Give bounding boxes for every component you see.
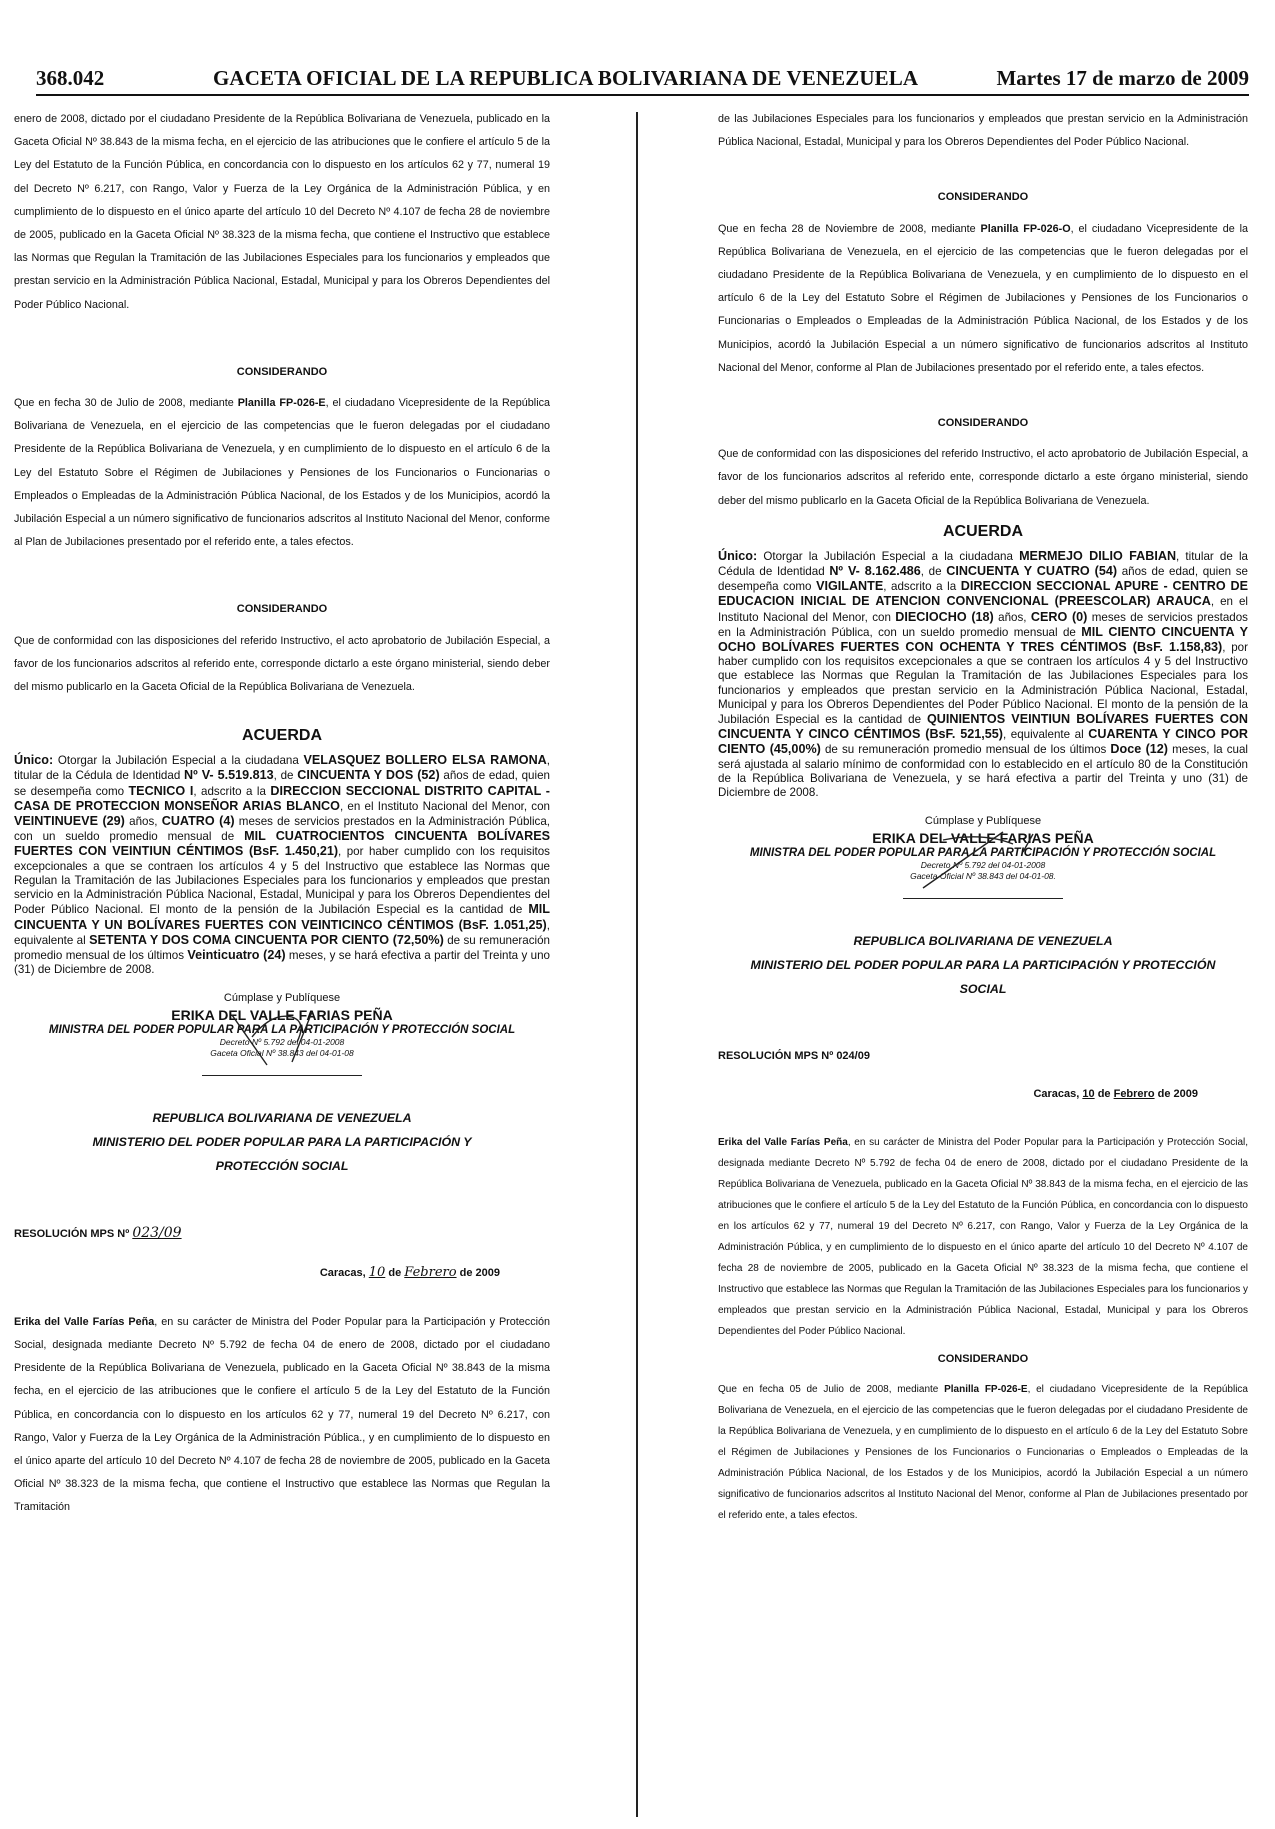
text-run: años de edad, quien se desempeña como [14,769,550,798]
gaceta-ref: Gaceta Oficial Nº 38.843 del 04-01-08 [210,1048,354,1059]
decreto-ref: Decreto Nº 5.792 del 04-01-2008 [920,860,1046,871]
date-month: Febrero [1113,1087,1155,1100]
bold-run: CUARENTA Y CINCO POR CIENTO (45,00%) [718,727,1249,757]
left-institution-block [14,1106,550,1178]
bold-run: MIL CIENTO CINCUENTA Y OCHO BOLÍVARES FUERTES CON OCHENTA Y TRES CÉNTIMOS (BsF. 1.158,83) [718,624,1249,655]
place-label: Caracas, [319,1266,366,1279]
right-acuerda-heading: ACUERDA [943,522,1023,540]
text-run: años, [993,610,1031,624]
text-run: , equivalente al [14,918,550,947]
right-considerando-3-heading: CONSIDERANDO [937,1352,1029,1365]
left-resolution-body [14,1311,550,1520]
text-run: meses de servicios prestados en la Administración Pública, con un sueldo promedio mensual de [718,610,1248,639]
date-year: de 2009 [1157,1087,1198,1100]
page-header [36,64,1249,96]
text-run: Otorgar la Jubilación Especial a la ciudadana [53,754,304,768]
right-considerando-2: Que de conformidad con las disposiciones del referido Instructivo, el acto aprobatorio de Jubilación Especial, a favor de los funcionarios adscritos al referido ente, corresponde dictarlo a este órgano ministerial, siendo deber del mismo publicarlo en la Gaceta Oficial de la República Bolivariana de Venezuela. [718,448,1248,507]
signature-rule [202,1075,362,1076]
left-considerando-2-heading: CONSIDERANDO [236,603,328,616]
date-day: 10 [368,1264,386,1280]
text-run: , el ciudadano Vicepresidente de la República Bolivariana de Venezuela, en el ejercicio de las competencias que le fueron delegadas por el ciudadano Presidente de la República Bolivariana de Venezuela, y en cumplimiento de lo dispuesto en el artículo 6 de la Ley del Estatuto Sobre el Régimen de Jubilaciones y Pensiones de los Funcionarios o Funcionarias o Empleados o Empleadas de la Administración Pública Nacional, de los Estados y de los Municipios, acordó la Jubilación Especial a un número significativo de funcionarios adscritos al Instituto Nacional del Menor, conforme al Plan de Jubilaciones presentado por el referido ente, a tales efectos. [14,397,551,549]
text-run: meses, y se hará efectiva a partir del Treinta y uno (31) de Diciembre de 2008. [14,948,550,977]
issue-date: Martes 17 de marzo de 2009 [996,66,1249,90]
page-number: 368.042 [36,66,105,90]
signer-name: ERIKA DEL VALLE FARIAS PEÑA [872,830,1094,847]
resolution-label: RESOLUCIÓN MPS Nº [718,1050,834,1063]
right-considerando-2-heading: CONSIDERANDO [937,417,1029,430]
date-de: de [388,1266,402,1279]
date-year: de 2009 [459,1266,500,1279]
cumplase-line: Cúmplase y Publíquese [924,815,1042,828]
right-column [718,108,1248,1526]
left-acuerda-body [14,753,550,977]
left-considerando-2: Que de conformidad con las disposiciones del referido Instructivo, el acto aprobatorio de Jubilación Especial, a favor de los funcionarios adscritos al referido ente, corresponde dictarlo a este órgano ministerial, siendo deber del mismo publicarlo en la Gaceta Oficial de la República Bolivariana de Venezuela. [14,634,550,694]
bold-run: Único: [14,753,54,768]
decreto-ref: Decreto Nº 5.792 del 04-01-2008 [219,1037,345,1048]
bold-run: CINCUENTA Y DOS (52) [297,768,440,783]
cumplase-line: Cúmplase y Publíquese [223,992,341,1005]
gazette-title: GACETA OFICIAL DE LA REPUBLICA BOLIVARIANA DE VENEZUELA [213,66,919,90]
text-run: , en el Instituto Nacional del Menor, con [339,799,550,813]
text-run: Que en fecha 28 de Noviembre de 2008, mediante [718,222,981,235]
date-month: Febrero [404,1264,457,1280]
text-run: años de edad, quien se desempeña como [718,565,1248,594]
column-divider [636,112,638,1817]
signer-role: MINISTRA DEL PODER POPULAR PARA LA PARTICIPACIÓN Y PROTECCIÓN SOCIAL [749,847,1217,860]
right-considerando-1-heading: CONSIDERANDO [937,191,1029,204]
bold-run: MERMEJO DILIO FABIAN [1019,548,1177,563]
right-resolution-body [718,1132,1248,1342]
minister-name: Erika del Valle Farías Peña [718,1136,848,1148]
place-label: Caracas, [1033,1087,1080,1100]
text-run: meses, la cual será ajustada al salario mínimo de conformidad con lo establecido en el artículo 80 de la Constitución de la República Bolivariana de Venezuela, y se hará efectiva a partir del Treinta y uno (31) de Diciembre de 2008. [718,743,1248,800]
planilla-ref: Planilla FP-026-E [944,1383,1028,1395]
bold-run: DIRECCION SECCIONAL APURE - CENTRO DE EDUCACION INICIAL DE ATENCION CONVENCIONAL (PREESCOLAR) ARAUCA [718,579,1248,609]
bold-run: TECNICO I [128,783,194,798]
signer-name: ERIKA DEL VALLE FARIAS PEÑA [171,1007,393,1024]
bold-run: MIL CINCUENTA Y UN BOLÍVARES FUERTES CON VEINTICINCO CÉNTIMOS (BsF. 1.051,25) [14,902,550,932]
resolution-label: RESOLUCIÓN MPS Nº [14,1228,130,1241]
minister-name: Erika del Valle Farías Peña [14,1315,155,1328]
bold-run: MIL CUATROCIENTOS CINCUENTA BOLÍVARES FUERTES CON VEINTIUN CÉNTIMOS (BsF. 1.450,21) [14,829,550,859]
text-run: , de [273,769,298,783]
left-considerando-1 [14,392,550,554]
text-run: , titular de la Cédula de Identidad [718,549,1248,579]
text-run: años, [124,815,162,829]
text-run: meses de servicios prestados en la Administración Pública, con un sueldo promedio mensual de [14,815,551,844]
text-run: , el ciudadano Vicepresidente de la República Bolivariana de Venezuela, en el ejercicio de las competencias que le fueron delegadas por el ciudadano Presidente de la República Bolivariana de Venezuela, y en cumplimiento de lo dispuesto en el artículo 6 de la Ley del Estatuto Sobre el Régimen de Jubilaciones y Pensiones de los Funcionarios o Funcionarias o Empleados o Empleadas de la Administración Pública Nacional, de los Estados y de los Municipios, acordó la Jubilación Especial a un número significativo de funcionarios adscritos al Instituto Nacional del Menor, conforme al Plan de Jubilaciones presentado por el referido ente, a tales efectos. [718,1383,1248,1521]
text-run: , en su carácter de Ministra del Poder Popular para la Participación y Protección Social, designada mediante Decreto Nº 5.792 de fecha 04 de enero de 2008, dictado por el ciudadano Presidente de la República Bolivariana de Venezuela, publicado en la Gaceta Oficial Nº 38.843 de la misma fecha, en el ejercicio de las atribuciones que le confiere el artículo 5 de la Ley del Estatuto de la Función Pública, en concordancia con lo dispuesto en los artículos 62 y 77, numeral 19 del Decreto Nº 6.217, con Rango, Valor y Fuerza de la Ley Orgánica de la Administración Pública, y en cumplimiento de lo dispuesto en el único aparte del artículo 10 del Decreto Nº 4.107 de fecha 28 de noviembre de 2005, publicado en la Gaceta Oficial Nº 38.323 de la misma fecha, que contiene el Instructivo que establece las Normas que Regulan la Tramitación de las Jubilaciones Especiales para los funcionarios y empleados que prestan servicio en la Administración Pública Nacional, Estadal, Municipal y para los Obreros Dependientes del Poder Público Nacional. [718,1136,1249,1337]
institution-line: REPUBLICA BOLIVARIANA DE VENEZUELA [152,1111,412,1126]
resolution-value: 024/09 [836,1050,870,1063]
text-run: Que en fecha 05 de Julio de 2008, mediante [718,1383,945,1395]
bold-run: CINCUENTA Y CUATRO (54) [946,564,1118,579]
right-institution-block [718,929,1248,1001]
text-run: de su remuneración promedio mensual de los últimos [820,743,1111,757]
text-run: , por haber cumplido con los requisitos excepcionales a que se contraen los artículos 4 y 5 del Instructivo que establece las Normas que Regulan la Tramitación de las Jubilaciones Especiales para los funcionarios y empleados que prestan servicio en la Administración Pública Nacional, Estadal, Municipal y para los Obreros Dependientes del Poder Público Nacional. El monto de la pensión de la Jubilación Especial es la cantidad de [718,641,1248,727]
left-place-date [14,1261,550,1285]
signature-rule [903,898,1063,899]
signer-role: MINISTRA DEL PODER POPULAR PARA LA PARTICIPACIÓN Y PROTECCIÓN SOCIAL [48,1024,516,1037]
right-resolution-number [718,1045,1248,1068]
bold-run: VEINTINUEVE (29) [14,814,125,829]
right-considerando-3 [718,1379,1248,1526]
institution-line: PROTECCIÓN SOCIAL [215,1159,349,1174]
text-run: Que en fecha 30 de Julio de 2008, mediante [14,397,238,410]
bold-run: QUINIENTOS VEINTIUN BOLÍVARES FUERTES CON CINCUENTA Y CINCO CÉNTIMOS (BsF. 521,55) [718,712,1248,742]
institution-line: REPUBLICA BOLIVARIANA DE VENEZUELA [853,934,1113,949]
planilla-ref: Planilla FP-026-O [980,222,1071,235]
bold-run: Veinticuatro (24) [187,947,286,962]
bold-run: Nº V- 8.162.486 [829,564,921,579]
bold-run: VIGILANTE [816,579,884,594]
right-signature-block [718,814,1248,899]
right-place-date [718,1083,1248,1106]
right-acuerda-body [718,549,1248,800]
bold-run: CUATRO (4) [161,814,235,829]
right-considerando-1 [718,218,1248,380]
institution-line: MINISTERIO DEL PODER POPULAR PARA LA PARTICIPACIÓN Y [92,1135,472,1150]
institution-line: MINISTERIO DEL PODER POPULAR PARA LA PARTICIPACIÓN Y PROTECCIÓN [750,958,1216,973]
text-run: , en su carácter de Ministra del Poder Popular para la Participación y Protección Social, designada mediante Decreto Nº 5.792 de fecha 04 de enero de 2008, dictado por el ciudadano Presidente de la República Bolivariana de Venezuela, publicado en la Gaceta Oficial Nº 38.843 de la misma fecha, en el ejercicio de las atribuciones que le confiere el artículo 5 de la Ley del Estatuto de la Función Pública, en concordancia con lo dispuesto en los artículos 62 y 77, numeral 19 del Decreto Nº 6.217, con Rango, Valor y Fuerza de la Ley Orgánica de la Administración Pública., y en cumplimiento de lo dispuesto en el único aparte del artículo 10 del Decreto Nº 4.107 de fecha 28 de noviembre de 2005, publicado en la Gaceta Oficial Nº 38.323 de la misma fecha, que contiene el Instructivo que establece las Normas que Regulan la Tramitación [14,1315,550,1514]
bold-run: Único: [718,548,758,563]
resolution-value: 023/09 [132,1225,182,1242]
text-run: , de [920,565,947,579]
text-run: , titular de la Cédula de Identidad [14,754,550,783]
bold-run: CERO (0) [1030,609,1088,624]
text-run: , equivalente al [1002,728,1089,742]
text-run: Otorgar la Jubilación Especial a la ciudadana [757,549,1020,563]
bold-run: Nº V- 5.519.813 [184,768,274,783]
planilla-ref: Planilla FP-026-E [237,397,326,410]
left-intro-paragraph: enero de 2008, dictado por el ciudadano Presidente de la República Bolivariana de Venezuela, publicado en la Gaceta Oficial Nº 38.843 de la misma fecha, en el ejercicio de las atribuciones que le confiere el artículo 5 de la Ley del Estatuto de la Función Pública, en concordancia con lo dispuesto en los artículos 62 y 77, numeral 19 del Decreto Nº 6.217, con Rango, Valor y Fuerza de la Ley Orgánica de la Administración Pública, y en cumplimiento de lo dispuesto en el único aparte del artículo 10 del Decreto Nº 4.107 de fecha 28 de noviembre de 2005, publicado en la Gaceta Oficial Nº 38.323 de la misma fecha, que contiene el Instructivo que establece las Normas que Regulan la Tramitación de las Jubilaciones Especiales para los funcionarios y empleados que prestan servicio en la Administración Pública Nacional, Estadal, Municipal y para los Obreros Dependientes del Poder Público Nacional. [14,113,550,311]
left-acuerda-heading: ACUERDA [242,727,322,745]
date-day: 10 [1082,1087,1095,1100]
institution-line: SOCIAL [959,982,1007,997]
bold-run: DIRECCION SECCIONAL DISTRITO CAPITAL - CASA DE PROTECCION MONSEÑOR ARIAS BLANCO [14,783,550,813]
bold-run: Doce (12) [1110,742,1168,757]
left-resolution-number [14,1222,550,1246]
text-run: de su remuneración promedio mensual de los últimos [14,933,550,962]
left-signature-block [14,991,550,1076]
text-run: , adscrito a la [883,580,961,594]
left-considerando-1-heading: CONSIDERANDO [236,365,328,378]
right-intro-paragraph: de las Jubilaciones Especiales para los funcionarios y empleados que prestan servicio en la Administración Pública Nacional, Estadal, Municipal y para los Obreros Dependientes del Poder Público Nacional. [718,113,1248,149]
date-de: de [1097,1087,1111,1100]
text-run: , el ciudadano Vicepresidente de la República Bolivariana de Venezuela, en el ejercicio de las competencias que le fueron delegadas por el ciudadano Presidente de la República Bolivariana de Venezuela, y en cumplimiento de lo dispuesto en el artículo 6 de la Ley del Estatuto Sobre el Régimen de Jubilaciones y Pensiones de los Funcionarios o Funcionarias o Empleados o Empleadas de la Administración Pública Nacional, de los Estados y de los Municipios, acordó la Jubilación Especial a un número significativo de funcionarios adscritos al Instituto Nacional del Menor, conforme al Plan de Jubilaciones presentado por el referido ente, a tales efectos. [718,222,1248,374]
text-run: , en el Instituto Nacional del Menor, con [718,595,1248,624]
bold-run: DIECIOCHO (18) [895,609,994,624]
text-run: , adscrito a la [193,784,271,798]
bold-run: VELASQUEZ BOLLERO ELSA RAMONA [303,753,547,768]
text-run: , por haber cumplido con los requisitos excepcionales a que se contraen los artículos 4 y 5 del Instructivo que establece las Normas que Regulan la Tramitación de las Jubilaciones Especiales para los funcionarios y empleados que prestan servicio en la Administración Pública Nacional, Estadal, Municipal y para los Obreros Dependientes del Poder Público Nacional. El monto de la pensión de la Jubilación Especial es la cantidad de [14,845,550,917]
left-column [14,108,550,1520]
bold-run: SETENTA Y DOS COMA CINCUENTA POR CIENTO (72,50%) [89,932,444,947]
gaceta-ref: Gaceta Oficial Nº 38.843 del 04-01-08. [910,871,1056,882]
